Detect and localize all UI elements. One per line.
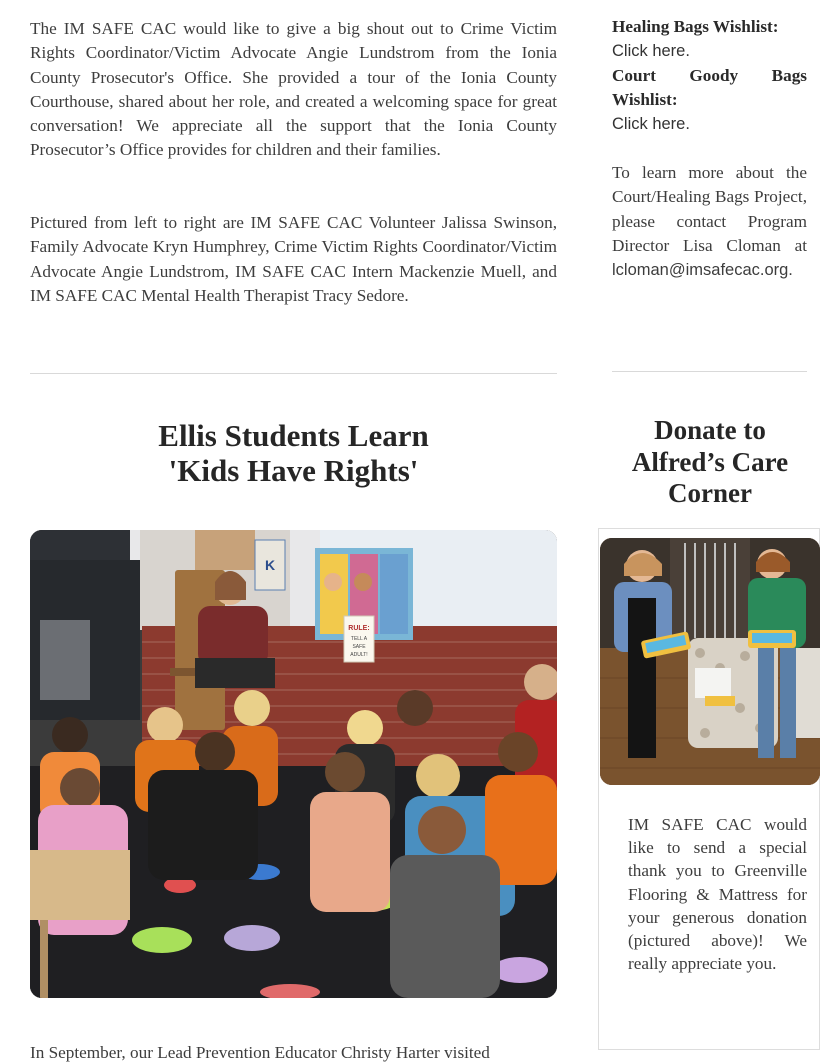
healing-bags-label: Healing Bags Wishlist: (612, 17, 779, 36)
pictured-paragraph: Pictured from left to right are IM SAFE CAC Volunteer Jalissa Swinson, Family Advocate Kryn Humphrey, Crime Victim Rights Coordinator/Victim Advocate Angie Lundstrom, IM SAFE CAC Intern Mackenzie Muell, and IM SAFE CAC Mental Health Therapist Tracy Sedore. (30, 213, 557, 305)
headline-line-1: Ellis Students Learn (158, 418, 429, 453)
contact-email-link[interactable]: lcloman@imsafecac.org. (612, 261, 793, 280)
contact-text: To learn more about the Court/Healing Bags Project, please contact Program Director Lisa Cloman at (612, 163, 807, 255)
svg-text:K: K (264, 557, 276, 573)
main-divider (30, 373, 557, 374)
court-bags-link[interactable]: Click here. (612, 115, 690, 134)
donation-photo (600, 538, 820, 785)
sidebar-divider (612, 371, 807, 372)
donate-heading (600, 415, 820, 510)
svg-text:RULE:: RULE: (348, 625, 370, 632)
article-lead-text: In September, our Lead Prevention Educator Christy Harter visited (30, 1043, 490, 1062)
classroom-photo (30, 530, 557, 998)
headline-line-2: 'Kids Have Rights' (168, 453, 419, 488)
wishlist-block (612, 15, 807, 136)
sidebar (586, 0, 835, 1064)
article-headline (30, 418, 557, 488)
svg-text:ADULT!: ADULT! (350, 652, 368, 658)
svg-text:SAFE: SAFE (352, 644, 366, 650)
donation-thanks-text: IM SAFE CAC would like to send a special thank you to Greenville Flooring & Mattress for your generous donation (pictured above)! We really appreciate you. (628, 815, 807, 974)
court-bags-label: Court Goody Bags Wishlist: (612, 65, 807, 109)
healing-bags-link[interactable]: Click here. (612, 42, 690, 61)
donate-line-2: Alfred’s Care (631, 446, 789, 477)
donate-line-1: Donate to (654, 415, 766, 445)
svg-text:TELL A: TELL A (350, 636, 368, 642)
courthouse-paragraph: The IM SAFE CAC would like to give a big shout out to Crime Victim Rights Coordinator/Victim Advocate Angie Lundstrom from the Ionia County Prosecutor's Office. She provided a tour of the Ionia County Courthouse, shared about her role, and created a welcoming space for great conversation! We appreciate all the support that the Ionia County Prosecutor’s Office provides for children and their families. (30, 19, 557, 160)
contact-block (612, 161, 807, 282)
donate-line-3: Corner (668, 478, 752, 508)
